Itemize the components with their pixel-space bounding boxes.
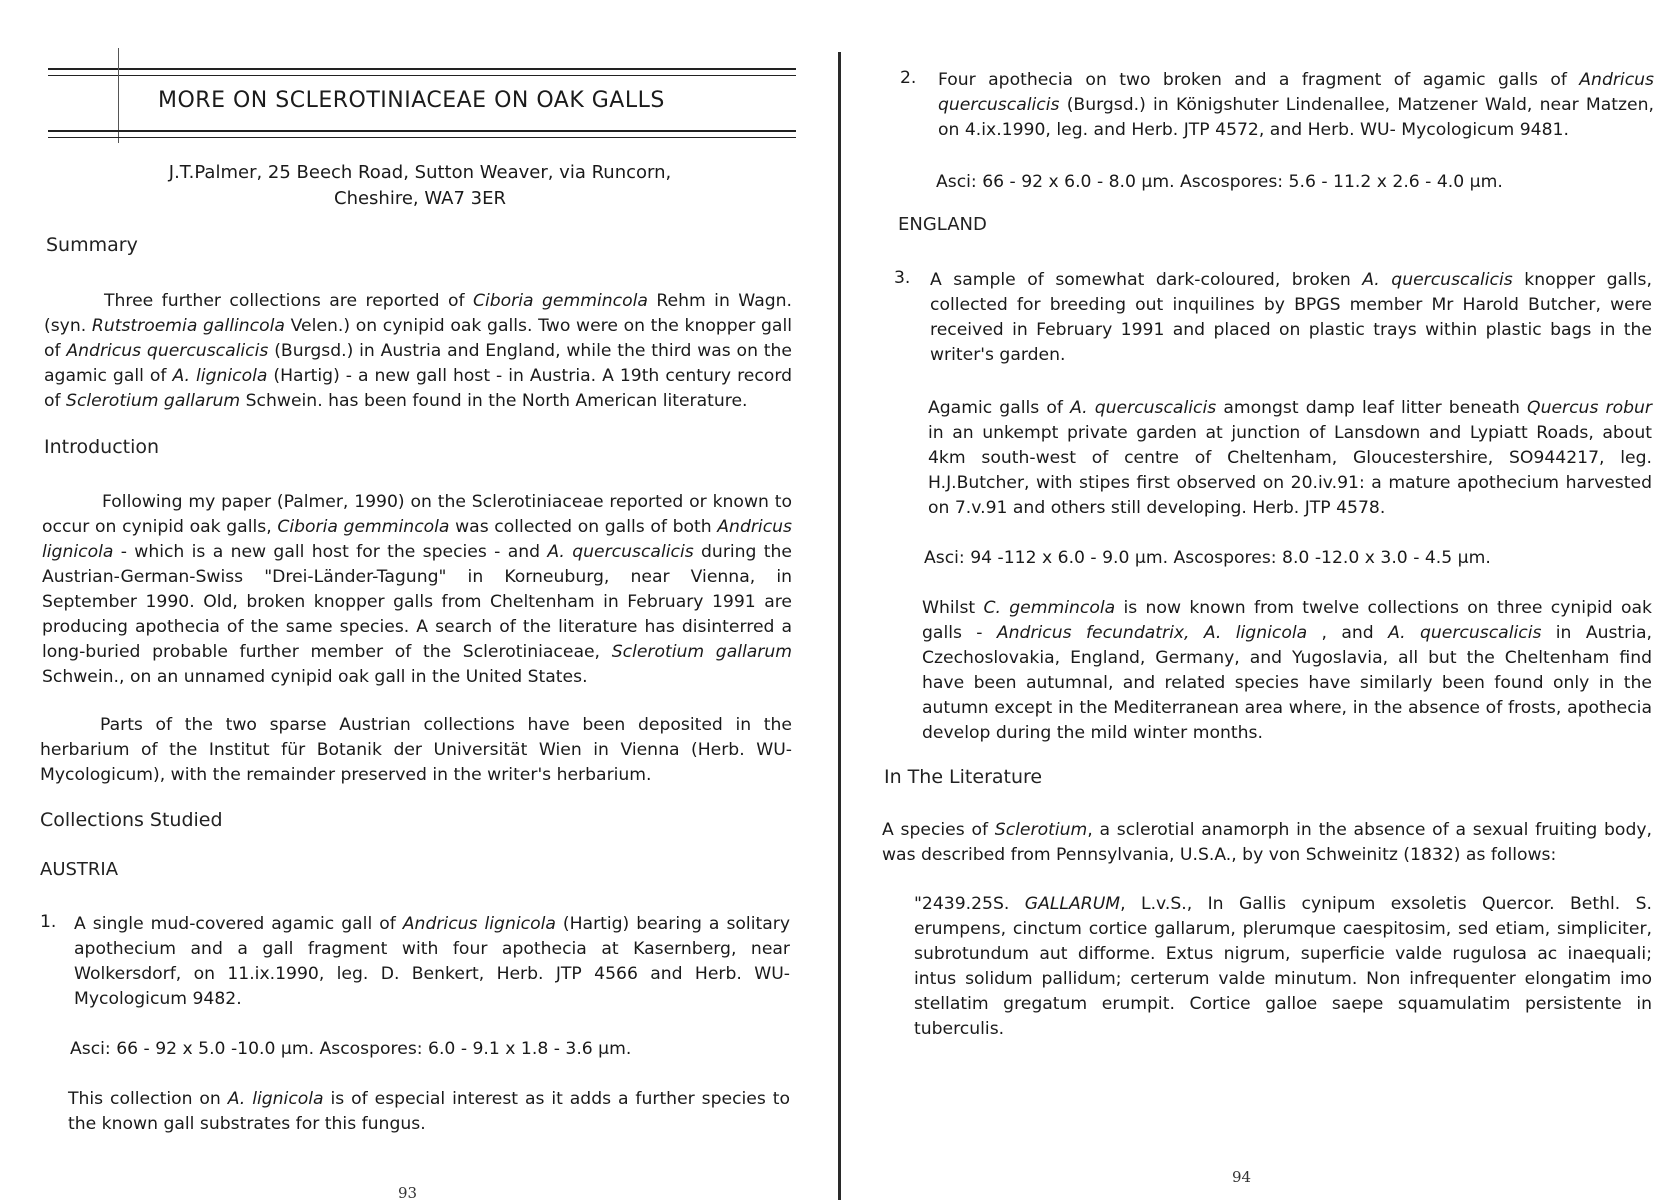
- italic-run: Andricus lignicola: [402, 914, 556, 934]
- author-line-1: J.T.Palmer, 25 Beech Road, Sutton Weaver, via Runcorn,: [168, 162, 672, 183]
- collections-heading: Collections Studied: [40, 809, 223, 831]
- title-rule-bottom: [48, 130, 796, 132]
- page-number-left: 93: [398, 1184, 418, 1202]
- italic-run: Andricus fecundatrix, A. lignicola: [996, 623, 1308, 643]
- left-page: [0, 0, 840, 1200]
- italic-run: A. quercuscalicis: [1070, 398, 1217, 418]
- text-run: amongst damp leaf litter beneath: [1216, 398, 1528, 418]
- item-1-number: 1.: [40, 912, 57, 932]
- item-3-number: 3.: [894, 268, 911, 288]
- italic-run: A. quercuscalicis: [1388, 623, 1542, 643]
- italic-run: A. lignicola: [227, 1089, 324, 1109]
- italic-run: Andricus quercuscalicis: [938, 70, 1654, 115]
- item-2-text: [938, 68, 1654, 143]
- item-2-number: 2.: [900, 68, 917, 88]
- text-run: Schwein. has been found in the North American literature.: [240, 391, 748, 411]
- text-run: "2439.25S.: [914, 894, 1025, 914]
- italic-run: Andricus quercuscalicis: [66, 341, 269, 361]
- introduction-heading: Introduction: [44, 436, 160, 458]
- text-run: (Hartig) bearing a solitary apothecium and a gall fragment with four apothecia at Kasernberg, near Wolkersdorf, on 11.ix.1990, leg. D. Benkert, Herb. JTP 4566 and Herb. WU-Mycologicum 9482.: [74, 914, 790, 1009]
- text-run: , a sclerotial anamorph in the absence of a sexual fruiting body, was described from Pennsylvania, U.S.A., by von Schweinitz (1832) as follows:: [882, 820, 1652, 865]
- summary-heading: Summary: [46, 234, 138, 256]
- italic-run: A. quercuscalicis: [1362, 270, 1513, 290]
- italic-run: C. gemmincola: [983, 598, 1116, 618]
- text-run: A single mud-covered agamic gall of: [74, 914, 403, 934]
- italic-run: Rutstroemia gallincola: [91, 316, 285, 336]
- text-run: , and: [1307, 623, 1389, 643]
- text-run: Four apothecia on two broken and a fragment of agamic galls of: [938, 70, 1580, 90]
- text-run: Schwein., on an unnamed cynipid oak gall in the United States.: [42, 667, 588, 687]
- author-block: [110, 160, 730, 212]
- item-1-note: [68, 1087, 790, 1137]
- text-run: Three further collections are reported of: [104, 291, 473, 311]
- title-rule-top-thin: [48, 75, 796, 76]
- title-rule-top: [48, 68, 796, 70]
- text-run: This collection on: [68, 1089, 228, 1109]
- item-1-measurements: Asci: 66 - 92 x 5.0 -10.0 µm. Ascospores: 6.0 - 9.1 x 1.8 - 3.6 µm.: [70, 1039, 632, 1059]
- austria-heading: AUSTRIA: [40, 859, 119, 880]
- italic-run: Sclerotium: [994, 820, 1088, 840]
- item-3-measurements: Asci: 94 -112 x 6.0 - 9.0 µm. Ascospores: 8.0 -12.0 x 3.0 - 4.5 µm.: [924, 548, 1491, 568]
- italic-run: Ciboria gemmincola: [277, 517, 450, 537]
- title-rule-bottom-thin: [48, 137, 796, 138]
- text-run: , L.v.S., In Gallis cynipum exsoletis Quercor. Bethl. S. erumpens, cinctum cortice gallarum, plerumque caespitosim, sed etiam, simpliciter, subrotundum aut difforme. Extus nigrum, superficie valde rugulosa ac inaequali; intus solidum pallidum; certerum valde minutum. Non infrequenter elongatim imo stellatim gregatum erumpit. Cortice galloe saepe squamulatim persistente in tuberculis.: [914, 894, 1652, 1039]
- text-run: during the Austrian-German-Swiss "Drei-Länder-Tagung" in Korneuburg, near Vienna, in September 1990. Old, broken knopper galls from Cheltenham in February 1991 are producing apothecia of the same species. A search of the literature has disinterred a long-buried probable further member of the Sclerotiniaceae,: [42, 542, 792, 662]
- italic-run: A. quercuscalicis: [547, 542, 694, 562]
- right-page: [840, 0, 1678, 1200]
- text-run: knopper galls, collected for breeding out inquilines by BPGS member Mr Harold Butcher, were received in February 1991 and placed on plastic trays within plastic bags in the writer's garden.: [930, 270, 1652, 365]
- text-run: Rehm in Wagn. (syn.: [44, 291, 792, 336]
- italic-run: GALLARUM: [1024, 894, 1121, 914]
- italic-run: Quercus robur: [1527, 398, 1652, 418]
- england-heading: ENGLAND: [898, 214, 987, 235]
- text-run: was collected on galls of both: [449, 517, 718, 537]
- text-run: Following my paper (Palmer, 1990) on the Sclerotiniaceae reported or known to occur on cynipid oak galls,: [42, 492, 792, 537]
- item-3-text: [930, 268, 1652, 368]
- item-3-paragraph-2: [928, 396, 1652, 521]
- italic-run: Sclerotium gallarum: [611, 642, 793, 662]
- text-run: is now known from twelve collections on three cynipid oak galls -: [922, 598, 1652, 643]
- text-run: (Hartig) - a new gall host - in Austria. A 19th century record of: [44, 366, 792, 411]
- text-run: - which is a new gall host for the species - and: [113, 542, 548, 562]
- article-title: MORE ON SCLEROTINIACEAE ON OAK GALLS: [158, 88, 665, 113]
- text-run: A species of: [882, 820, 995, 840]
- text-run: is of especial interest as it adds a further species to the known gall substrates for this fungus.: [68, 1089, 790, 1134]
- literature-paragraph: [882, 818, 1652, 868]
- item-2-measurements: Asci: 66 - 92 x 6.0 - 8.0 µm. Ascospores: 5.6 - 11.2 x 2.6 - 4.0 µm.: [936, 172, 1503, 192]
- italic-run: Andricus lignicola: [42, 517, 792, 562]
- text-run: (Burgsd.) in Königshuter Lindenallee, Matzener Wald, near Matzen, on 4.ix.1990, leg. and Herb. JTP 4572, and Herb. WU- Mycologicum 9481.: [938, 95, 1654, 140]
- author-line-2: Cheshire, WA7 3ER: [334, 188, 506, 209]
- summary-paragraph: [44, 289, 792, 414]
- text-run: Agamic galls of: [928, 398, 1071, 418]
- text-run: in Austria, Czechoslovakia, England, Germany, and Yugoslavia, all but the Cheltenham find have been autumnal, and related species have similarly been found only in the autumn except in the Mediterranean area where, in the absence of frosts, apothecia develop during the mild winter months.: [922, 623, 1653, 743]
- item-3-paragraph-3: [922, 596, 1652, 746]
- title-banner: [48, 68, 796, 140]
- intro-paragraph-1: [42, 490, 792, 690]
- italic-run: Sclerotium gallarum: [66, 391, 241, 411]
- italic-run: A. lignicola: [172, 366, 268, 386]
- schweinitz-quotation: [914, 892, 1652, 1042]
- text-run: Whilst: [922, 598, 984, 618]
- text-run: (Burgsd.) in Austria and England, while the third was on the agamic gall of: [44, 341, 792, 386]
- text-run: in an unkempt private garden at junction of Lansdown and Lypiatt Roads, about 4km south-west of centre of Cheltenham, Gloucestershire, SO944217, leg. H.J.Butcher, with stipes first observed on 20.iv.91: a mature apothecium harvested on 7.v.91 and others still developing. Herb. JTP 4578.: [928, 423, 1652, 518]
- page-number-right: 94: [1232, 1168, 1252, 1186]
- italic-run: Ciboria gemmincola: [472, 291, 648, 311]
- literature-heading: In The Literature: [884, 766, 1043, 788]
- intro-paragraph-2: Parts of the two sparse Austrian collections have been deposited in the herbarium of the Institut für Botanik der Universität Wien in Vienna (Herb. WU-Mycologicum), with the remainder preserved in the writer's herbarium.: [40, 715, 792, 785]
- margin-mark: [118, 48, 119, 143]
- text-run: Velen.) on cynipid oak galls. Two were on the knopper gall of: [44, 316, 793, 361]
- item-1-text: [74, 912, 790, 1012]
- text-run: A sample of somewhat dark-coloured, broken: [930, 270, 1363, 290]
